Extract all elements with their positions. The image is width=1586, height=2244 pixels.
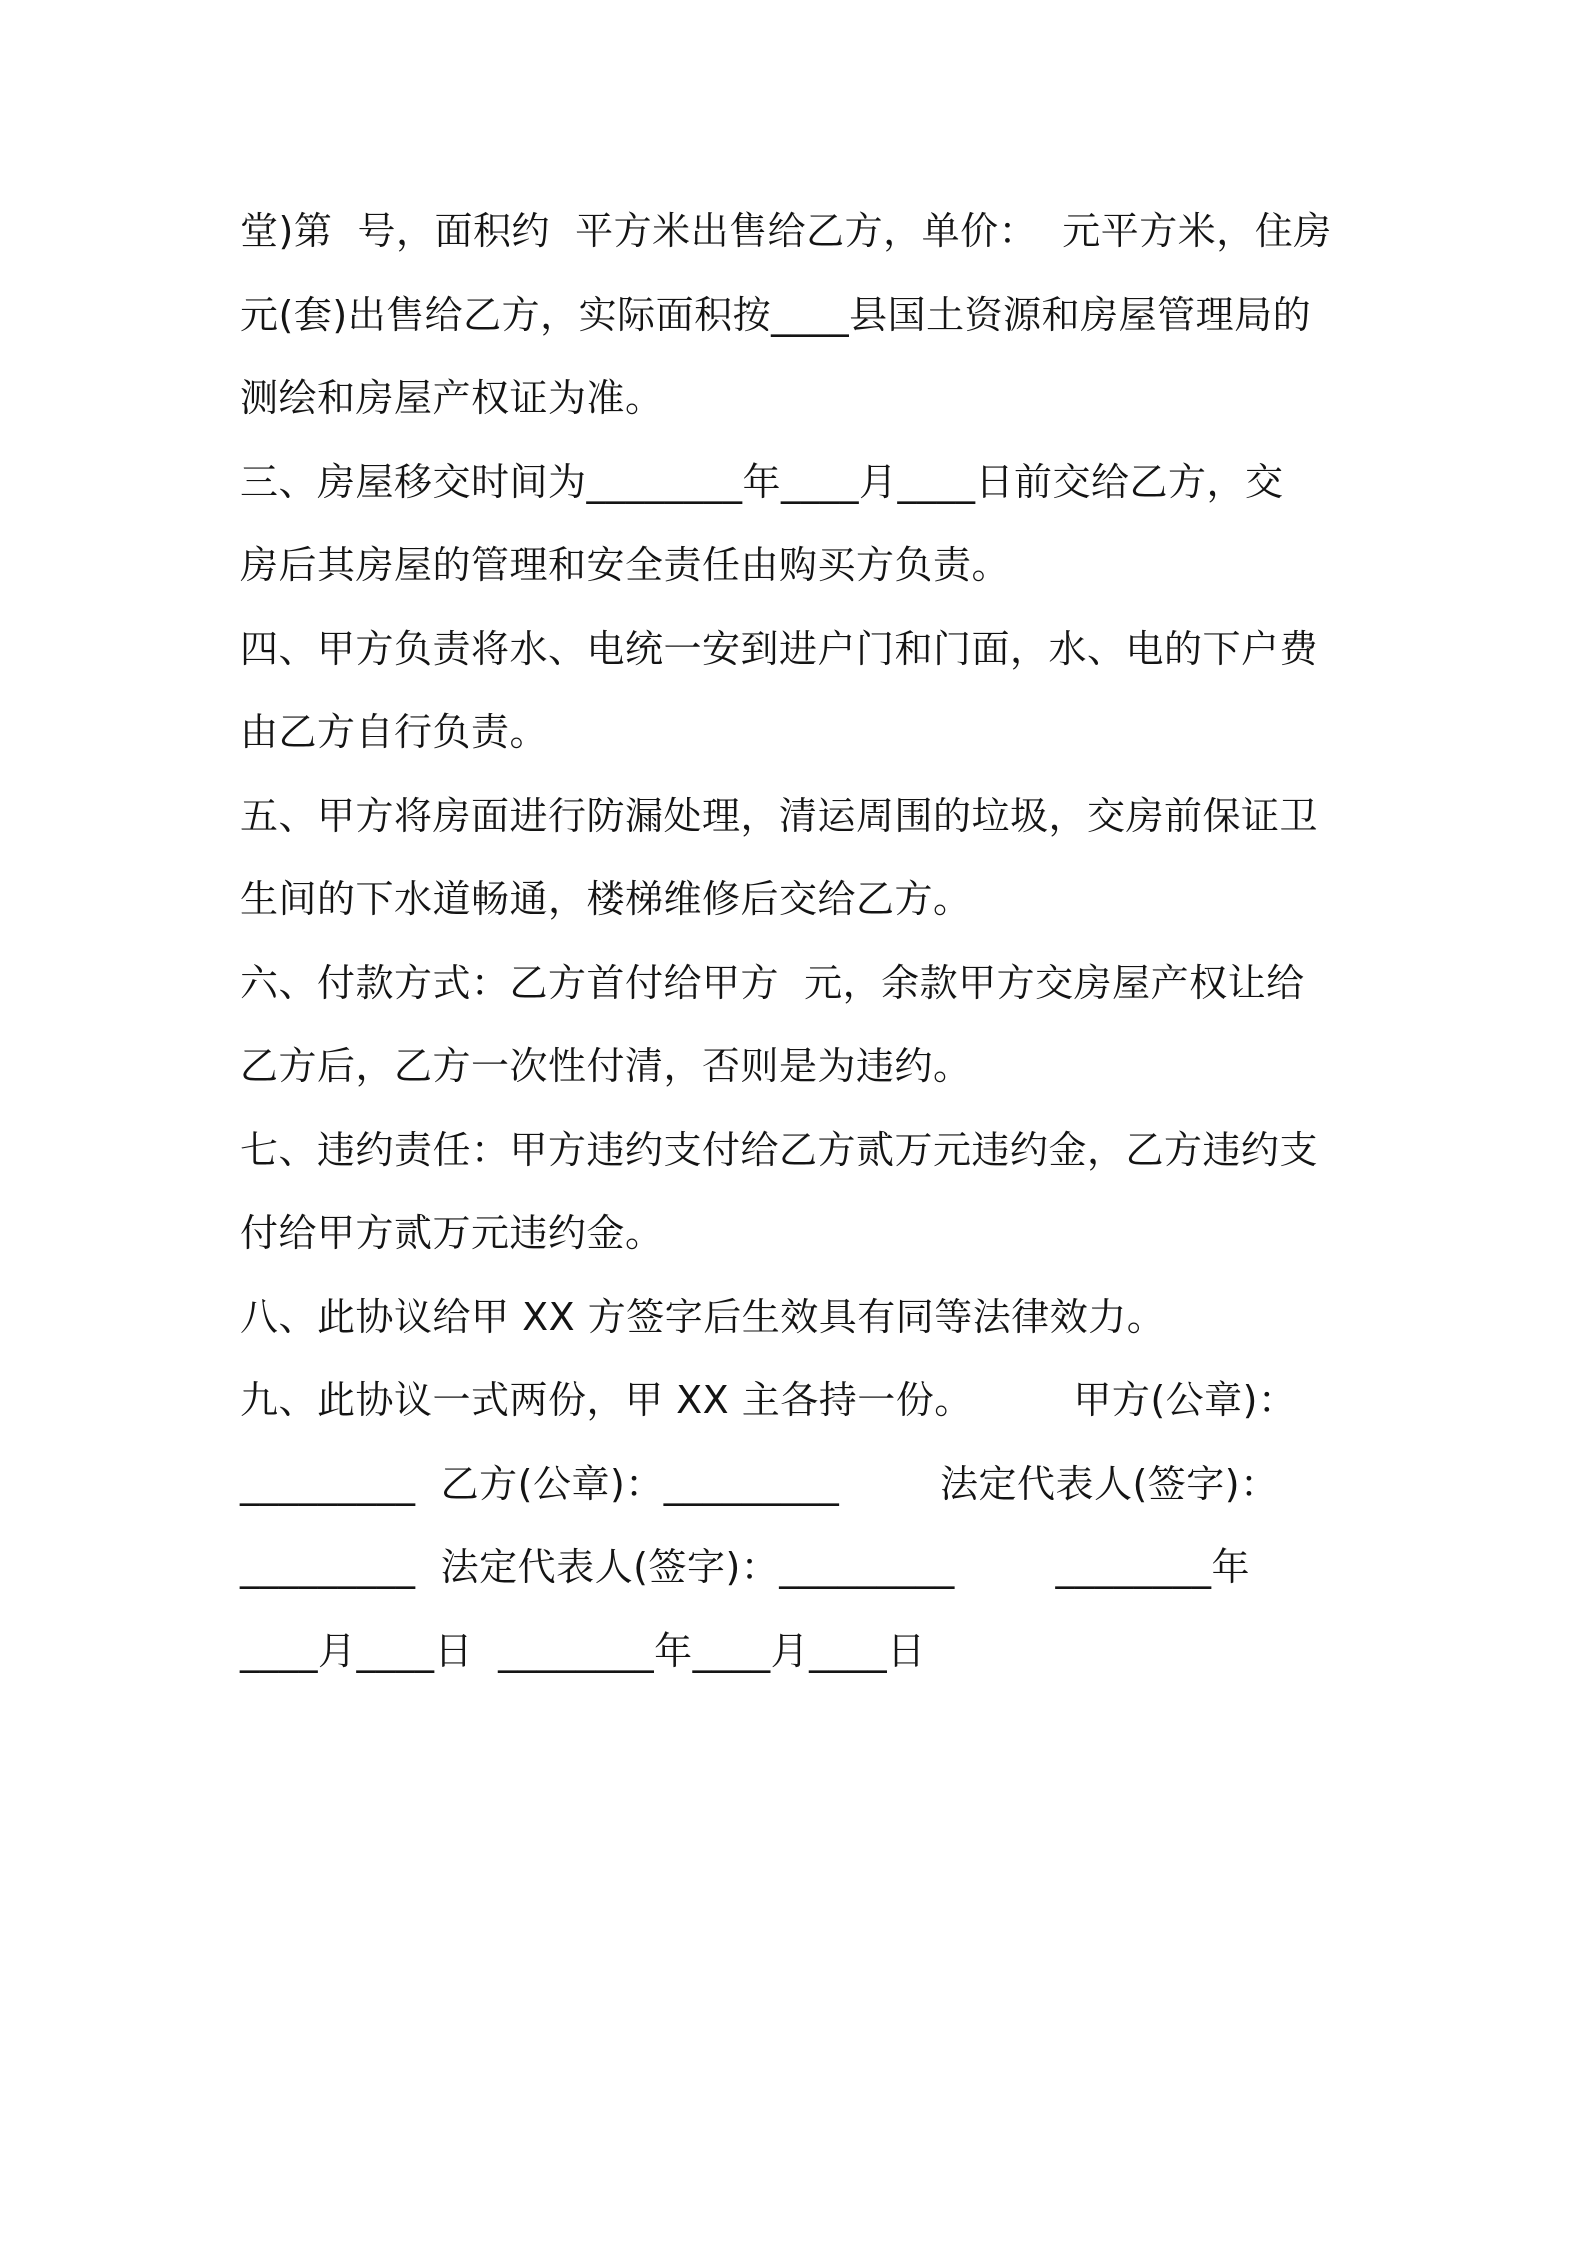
text-line: 房后其房屋的管理和安全责任由购买方负责。: [240, 543, 1011, 587]
text-line: 元(套)出售给乙方，实际面积按____县国土资源和房屋管理局的: [240, 292, 1312, 337]
date-line: ____月____日 ________年____月____日: [240, 1628, 926, 1673]
text-line: 乙方后，乙方一次性付清，否则是为违约。: [240, 1044, 972, 1088]
clause-7: 七、违约责任：甲方违约支付给乙方贰万元违约金，乙方违约支: [240, 1127, 1319, 1172]
clause-4: 四、甲方负责将水、电统一安到进户门和门面，水、电的下户费: [240, 626, 1319, 671]
clause-9: 九、此协议一式两份，甲 XX 主各持一份。 甲方(公章)：: [240, 1378, 1297, 1422]
clause-3: 三、房屋移交时间为________年____月____日前交给乙方，交: [240, 459, 1284, 504]
signature-line: _________ 乙方(公章)：_________ 法定代表人(签字)：: [240, 1461, 1279, 1506]
clause-5: 五、甲方将房面进行防漏处理，清运周围的垃圾，交房前保证卫: [240, 793, 1319, 838]
text-line: 堂)第 号，面积约 平方米出售给乙方，单价： 元平方米，住房: [240, 209, 1332, 253]
signature-line: _________ 法定代表人(签字)：_________ ________年: [240, 1545, 1250, 1589]
text-line: 付给甲方贰万元违约金。: [240, 1211, 664, 1255]
text-line: 测绘和房屋产权证为准。: [240, 376, 664, 420]
clause-8: 八、此协议给甲 XX 方签字后生效具有同等法律效力。: [240, 1294, 1166, 1339]
clause-6: 六、付款方式：乙方首付给甲方 元，余款甲方交房屋产权让给: [240, 960, 1305, 1005]
contract-body: [240, 196, 1360, 1699]
text-line: 生间的下水道畅通，楼梯维修后交给乙方。: [240, 877, 972, 921]
text-line: 由乙方自行负责。: [240, 710, 549, 754]
